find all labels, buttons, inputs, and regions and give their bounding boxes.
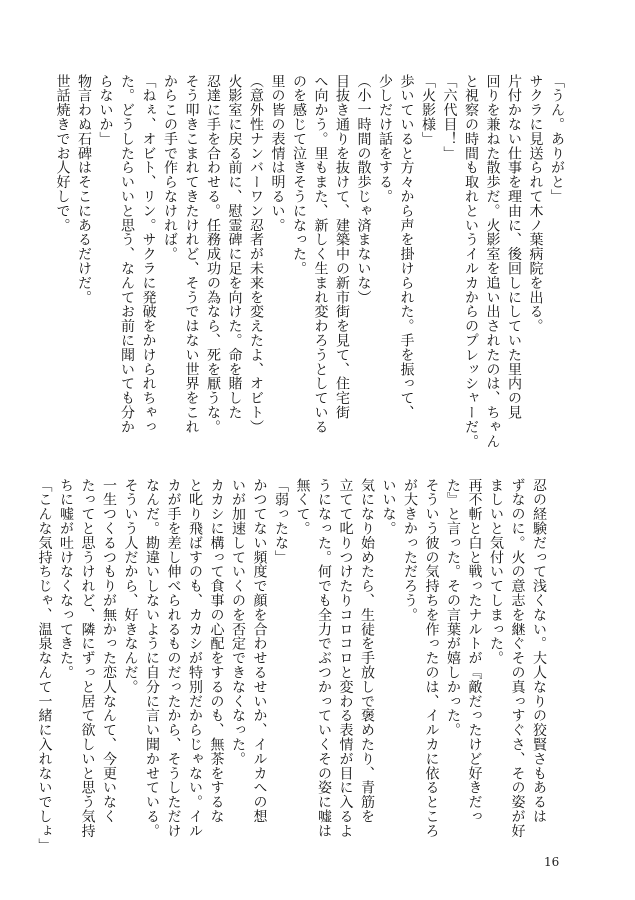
text-line: 少しだけ話をする。: [377, 74, 393, 204]
text-line: 再不斬と白と戦ったナルトが『敵だったけど好きだっ: [466, 478, 483, 824]
text-line: と視察の時間も取れというイルカからのプレッシャーだ。: [463, 74, 479, 449]
text-line: （意外性ナンバーワン忍者が未来を変えたよ、オビト）: [248, 74, 264, 434]
text-line: うになった。何でも全力でぶつかっていくその姿に嘘は: [316, 478, 332, 838]
text-line: へ向かう。里もまた、新しく生まれ変わろうとしている: [312, 74, 329, 434]
text-line: た。どうしたらいいと思う、なんてお前に聞いても分か: [119, 74, 135, 434]
text-line: カカシに構って食事の心配をするのも、無茶をするな: [208, 478, 225, 824]
text-line: なんだ。勘違いしないように自分に言い聞かせている。: [144, 478, 160, 838]
text-line: 目抜き通りを抜けて、建築中の新市街を見て、住宅街: [334, 74, 350, 420]
text-line: 「弱ったな」: [273, 478, 289, 565]
lower-text-block: [33, 478, 549, 853]
text-line: かつてない頻度で顔を合わせるせいか、イルカへの想: [251, 478, 268, 824]
text-line: 忍達に手を合わせる。任務成功の為なら、死を厭うな。: [205, 74, 221, 434]
text-line: ちに嘘が吐けなくなってきた。: [58, 478, 74, 680]
text-line: からこの手で作らなければ。: [162, 74, 178, 262]
upper-text-block: [51, 74, 567, 449]
text-line: ましいと気付いてしまった。: [488, 478, 504, 666]
text-line: サクラに見送られて木ノ葉病院を出る。: [527, 74, 544, 334]
text-line: 物言わぬ石碑はそこにあるだけだ。: [76, 74, 92, 305]
text-line: 回りを兼ねた散歩だ。火影室を追い出されたのは、ちゃん: [484, 74, 501, 449]
text-line: た』と言った。その言葉が嬉しかった。: [445, 478, 461, 738]
text-line: たってと思うけれど、隣にずっと居て欲しいと思う気持: [79, 478, 96, 838]
page-number: 16: [544, 855, 560, 869]
text-line: 「うん。ありがと」: [549, 74, 565, 204]
text-line: そういう人だから、好きなんだ。: [122, 478, 139, 694]
text-line: 気になり始めたら、生徒を手放しで褒めたり、青筋を: [359, 478, 375, 824]
text-line: 片付かない仕事を理由に、後回しにしていた里内の見: [506, 74, 522, 420]
text-line: 「ねぇ、オビト、リン。サクラに発破をかけられちゃっ: [140, 74, 157, 434]
text-line: らないか」: [97, 74, 114, 146]
text-line: 「火影様」: [420, 74, 436, 146]
text-line: 世話焼きでお人好しで。: [54, 74, 71, 233]
text-line: いが加速していくのを否定できなくなった。: [230, 478, 246, 766]
text-line: 立てて叱りつけたりコロコロと変わる表情が目に入るよ: [337, 478, 354, 838]
text-line: 歩いていると方々から声を掛けられた。手を振って、: [398, 74, 415, 420]
text-line: 忍の経験だって浅くない。大人なりの狡賢さもあるは: [531, 478, 547, 824]
text-line: 「六代目！」: [441, 74, 458, 161]
text-line: そういう彼の気持ちを作ったのは、イルカに依るところ: [423, 478, 440, 838]
text-line: 火影室に戻る前に、慰霊碑に足を向けた。命を賭した: [226, 74, 243, 420]
text-line: カが手を差し伸べられるものだったから、そうしただけ: [165, 478, 182, 838]
text-line: と叱り飛ばすのも、カカシが特別だからじゃない。イル: [187, 478, 203, 838]
text-line: いいな。: [380, 478, 397, 536]
text-line: 無くて。: [294, 478, 311, 536]
text-line: 一生つくるつもりが無かった恋人なんて、今更いなく: [101, 478, 117, 824]
text-line: そう叩きこまれてきたけれど、そうではない世界をこれ: [183, 74, 200, 434]
text-line: （小一時間の散歩じゃ済まないな）: [355, 74, 372, 305]
text-line: が大きかっただろう。: [402, 478, 418, 622]
text-line: 「こんな気持ちじゃ、温泉なんて一緒に入れないでしょ」: [36, 478, 53, 853]
text-line: 里の皆の表情は明るい。: [269, 74, 286, 233]
text-line: のを感じて泣きそうになった。: [291, 74, 307, 276]
text-line: ずなのに。火の意志を継ぐその真っすぐさ、その姿が好: [509, 478, 526, 838]
